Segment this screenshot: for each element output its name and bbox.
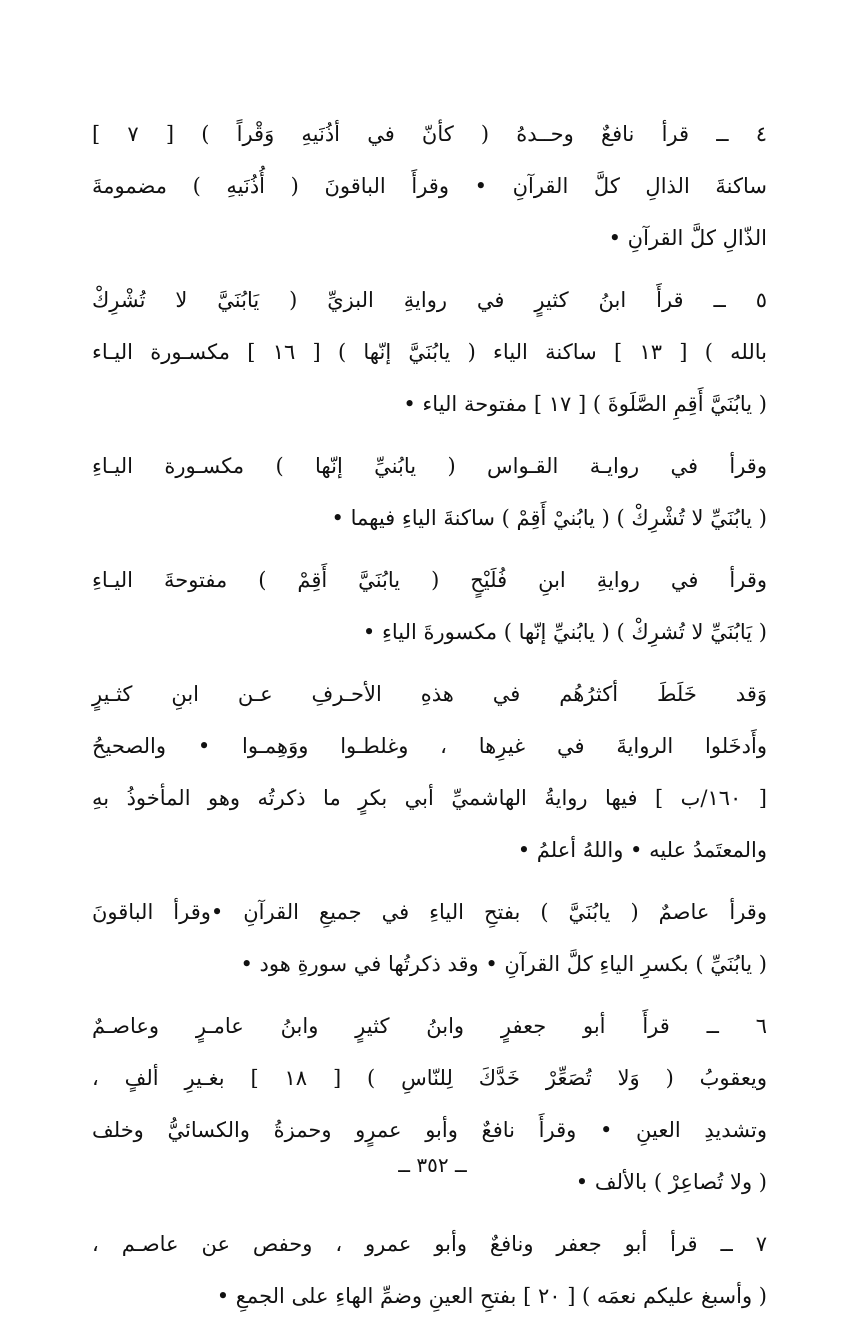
text-line: ( يَابُنَيِّ لا تُشرِكْ ) ( يابُنيِّ إنّها ) مكسورةَ الياءِ • bbox=[362, 620, 767, 644]
text-line: وقرأ في روايةِ ابنِ فُلَيْحٍ ( يابُنَيَّ أَقِمْ ) مفتوحةَ اليـاءِ bbox=[92, 568, 767, 592]
text-line: ( ولا تُصاعِرْ ) بالألف • bbox=[575, 1170, 767, 1194]
text-line: بالله ) [ ١٣ ] ساكنة الياء ( يابُنَيَّ إنّها ) [ ١٦ ] مكسـورة اليـاء bbox=[92, 340, 768, 364]
paragraph-khalata bbox=[92, 668, 767, 876]
text-line: الذّالِ كلَّ القرآنِ • bbox=[608, 226, 767, 250]
text-line: ويعقوبُ ( وَلا تُصَعِّرْ خَدَّكَ لِلنّاسِ ) [ ١٨ ] بغـيرِ ألفٍ ، bbox=[92, 1066, 768, 1090]
paragraph-4 bbox=[92, 108, 767, 264]
text-line: ( يابُنَيِّ لا تُشْرِكْ ) ( يابُنيْ أَقِمْ ) ساكنةَ الياءِ فيهما • bbox=[331, 506, 767, 530]
paragraph-fulayh bbox=[92, 554, 767, 658]
text-line: ٦ ــ قرأَ أبو جعفرٍ وابنُ كثيرٍ وابنُ عامـرٍ وعاصـمٌ bbox=[92, 1014, 767, 1038]
text-line: وقرأ في روايـة القـواس ( يابُنيِّ إنّها ) مكسـورة اليـاءِ bbox=[92, 454, 767, 478]
text-line: وقرأ عاصمٌ ( يابُنَيَّ ) بفتحِ الياءِ في جميعِ القرآنِ •وقرأ الباقونَ bbox=[92, 900, 767, 924]
text-line: وأَدخَلوا الروايةَ في غيرِها ، وغلطـوا ووَهِمـوا • والصحيحُ bbox=[92, 734, 767, 758]
text-line: ٧ ــ قرأ أبو جعفر ونافعٌ وأبو عمرو ، وحفص عن عاصـم ، bbox=[92, 1232, 767, 1256]
page-number: ــ ٣٥٢ ــ bbox=[398, 1153, 467, 1177]
paragraph-5 bbox=[92, 274, 767, 430]
text-line: ( وأسبغ عليكم نعمَه ) [ ٢٠ ] بفتحِ العينِ وضمِّ الهاءِ على الجمعِ • bbox=[216, 1284, 767, 1308]
paragraph-asim bbox=[92, 886, 767, 990]
paragraph-7 bbox=[92, 1218, 767, 1322]
text-line: ٤ ــ قرأ نافعٌ وحــدهُ ( كأنّ في أذُنَيهِ وَقْراً ) [ ٧ ] bbox=[92, 122, 767, 146]
text-line: ( يابُنَيَّ أَقِمِ الصَّلَوةَ ) [ ١٧ ] مفتوحة الياء • bbox=[403, 392, 767, 416]
text-line: [ ١٦٠/ب ] فيها روايةُ الهاشميِّ أبي بكرٍ ما ذكرتُه وهو المأخوذُ بهِ bbox=[92, 786, 767, 810]
text-line: وَقد خَلَطَ أكثرُهُم في هذهِ الأحـرفِ عـن ابنِ كثـيرٍ bbox=[92, 682, 767, 706]
text-line: وتشديدِ العينِ • وقرأَ نافعٌ وأبو عمرٍو وحمزةُ والكسائيُّ وخلف bbox=[92, 1118, 767, 1142]
page-body bbox=[92, 108, 767, 1322]
text-line: ساكنةَ الذالِ كلَّ القرآنِ • وقرأَ الباقونَ ( أُذُنَيهِ ) مضمومةَ bbox=[92, 174, 767, 198]
paragraph-qawwas bbox=[92, 440, 767, 544]
text-line: والمعتَمدُ عليه • واللهُ أعلمُ • bbox=[517, 838, 767, 862]
text-line: ( يابُنَيِّ ) بكسرِ الياءِ كلَّ القرآنِ • وقد ذكرتُها في سورةِ هود • bbox=[240, 952, 767, 976]
text-line: ٥ ــ قرأَ ابنُ كثيرٍ في روايةِ البزيِّ ( يَابُنَيَّ لا تُشْرِكْ bbox=[92, 288, 767, 312]
